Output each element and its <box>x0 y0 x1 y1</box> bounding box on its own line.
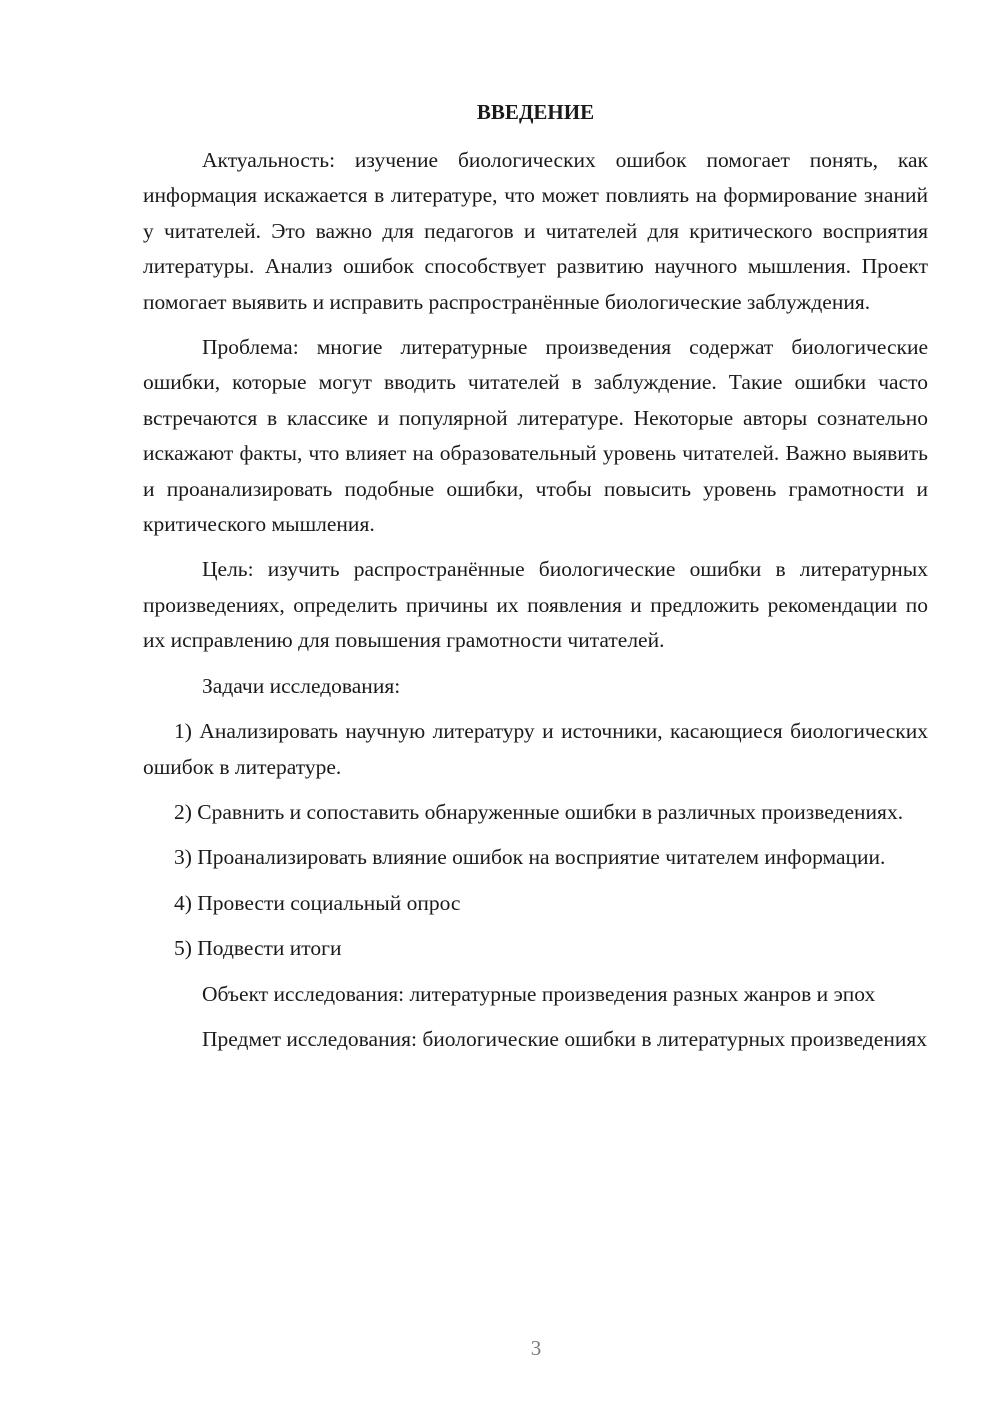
task-item-4: 4) Провести социальный опрос <box>174 890 461 915</box>
paragraph-object: Объект исследования: литературные произведения разных жанров и эпох <box>202 981 876 1006</box>
paragraph-goal: Цель: изучить распространённые биологические ошибки в литературных произведениях, определить причины их появления и предложить рекомендации по их исправлению для повышения грамотности читателей. <box>143 557 928 653</box>
paragraph-subject: Предмет исследования: биологические ошибки в литературных произведениях <box>202 1026 927 1051</box>
page-heading: ВВЕДЕНИЕ <box>476 100 595 124</box>
page-number: 3 <box>530 1336 542 1360</box>
paragraph-problem: Проблема: многие литературные произведения содержат биологические ошибки, которые могут вводить читателей в заблуждение. Такие ошибки часто встречаются в классике и популярной литературе. Некоторые авторы сознательно искажают факты, что влияет на образовательный уровень читателей. Важно выявить и проанализировать подобные ошибки, чтобы повысить уровень грамотности и критического мышления. <box>143 335 928 537</box>
task-item-1: 1) Анализировать научную литературу и источники, касающиеся биологических ошибок в литературе. <box>143 719 928 779</box>
document-body <box>143 143 928 1067</box>
task-item-2: 2) Сравнить и сопоставить обнаруженные ошибки в различных произведениях. <box>174 799 904 824</box>
task-item-5: 5) Подвести итоги <box>174 936 342 961</box>
paragraph-tasks-heading: Задачи исследования: <box>202 673 401 698</box>
paragraph-relevance: Актуальность: изучение биологических ошибок помогает понять, как информация искажается в литературе, что может повлиять на формирование знаний у читателей. Это важно для педагогов и читателей для критического восприятия литературы. Анализ ошибок способствует развитию научного мышления. Проект помогает выявить и исправить распространённые биологические заблуждения. <box>143 148 928 314</box>
task-item-3: 3) Проанализировать влияние ошибок на восприятие читателем информации. <box>174 845 886 870</box>
